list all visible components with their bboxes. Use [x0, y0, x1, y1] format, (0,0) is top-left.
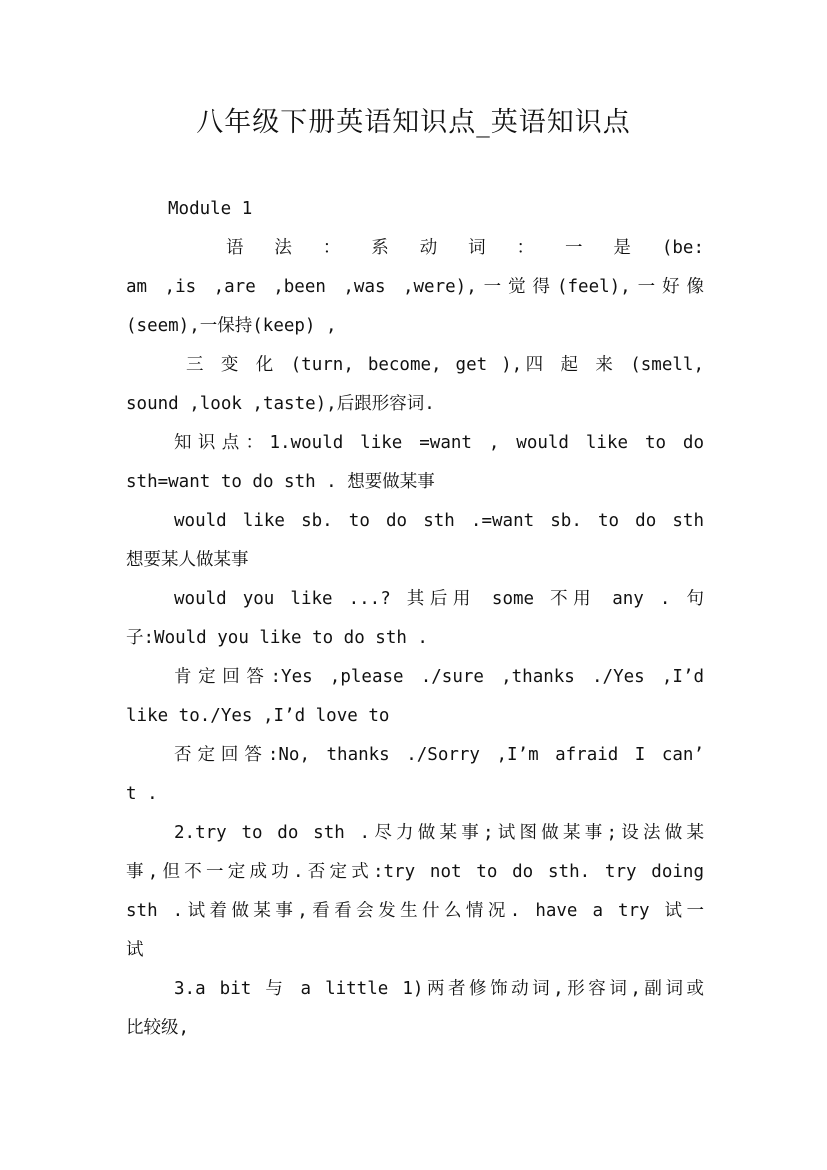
- module-heading: Module 1: [168, 199, 253, 219]
- text-line: 2.try to do sth .尽力做某事;试图做某事;设法做某: [174, 823, 704, 843]
- text-line: t .: [126, 784, 158, 804]
- text-line: 否定回答:No, thanks ./Sorry ,I’m afraid I can’: [174, 745, 704, 765]
- text-line: would you like ...? 其后用 some 不用 any . 句: [174, 589, 704, 609]
- text-line: 语 法 ： 系 动 词 ： 一 是 (be:: [226, 238, 704, 258]
- document-body: [126, 190, 704, 1048]
- text-line: sth .试着做某事,看看会发生什么情况. have a try 试一: [126, 901, 704, 921]
- text-line: (seem),一保持(keep) ,: [126, 316, 337, 336]
- text-line: 知识点：1.would like =want , would like to do: [174, 433, 704, 453]
- document-title: 八年级下册英语知识点_英语知识点: [196, 107, 631, 138]
- text-line: 想要某人做某事: [126, 550, 249, 570]
- text-line: 肯定回答:Yes ,please ./sure ,thanks ./Yes ,I’d: [174, 667, 704, 687]
- text-line: sth=want to do sth . 想要做某事: [126, 472, 435, 492]
- text-line: 子:Would you like to do sth .: [126, 628, 428, 648]
- text-line: 3.a bit 与 a little 1)两者修饰动词,形容词,副词或: [174, 979, 704, 999]
- text-line: 事,但不一定成功.否定式:try not to do sth. try doing: [126, 862, 704, 882]
- text-line: would like sb. to do sth .=want sb. to do sth: [174, 511, 704, 531]
- text-line: 试: [126, 940, 144, 960]
- text-line: 三 变 化 (turn, become, get ),四 起 来 (smell,: [186, 355, 704, 375]
- text-line: am ,is ,are ,been ,was ,were),一觉得(feel),一好像: [126, 277, 704, 297]
- text-line: 比较级,: [126, 1018, 190, 1038]
- text-line: sound ,look ,taste),后跟形容词.: [126, 394, 435, 414]
- text-line: like to./Yes ,I’d love to: [126, 706, 390, 726]
